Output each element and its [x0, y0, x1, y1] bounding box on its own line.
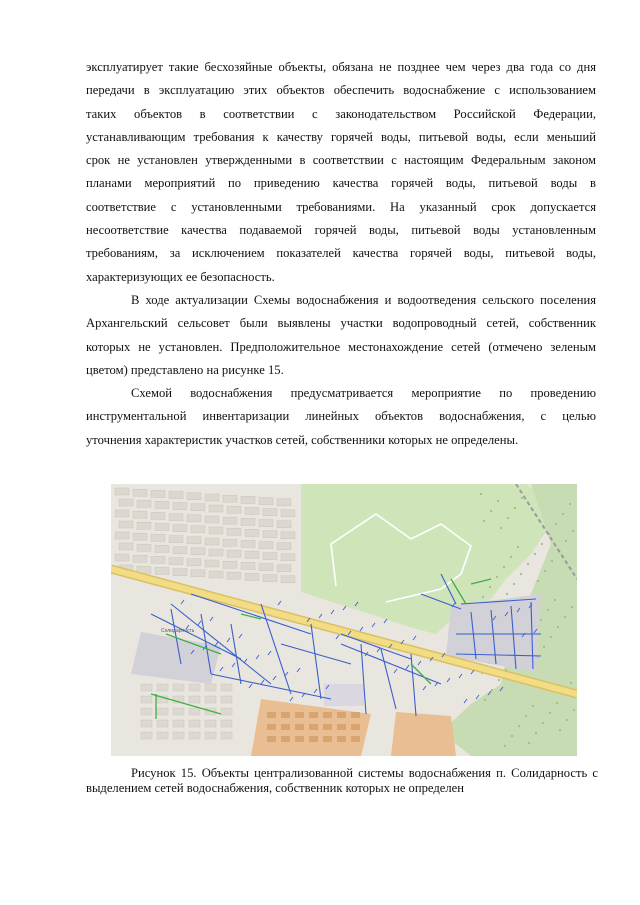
text-line: таких объектов в соответствии с законодательством Российской Федерации, [86, 106, 596, 121]
text-line: устанавливающим требования к качеству горячей воды, питьевой воды, если меньший [86, 129, 596, 144]
map-place-label: Солидарность [161, 628, 195, 634]
paragraph-2 [86, 289, 596, 382]
water-supply-map [111, 484, 577, 756]
construction-site-east [391, 712, 456, 756]
text-line: передачи в эксплуатацию этих объектов обеспечить водоснабжение с использованием [86, 83, 596, 98]
text-line: эксплуатирует такие бесхозяйные объекты, обязана не позднее чем через два года со дня [86, 60, 596, 74]
caption-line-1: Рисунок 15. Объекты централизованной системы водоснабжения п. Солидарность с [131, 766, 598, 780]
text-line: Схемой водоснабжения предусматривается мероприятие по проведению [131, 386, 596, 401]
text-line: В ходе актуализации Схемы водоснабжения и водоотведения сельского поселения [131, 292, 596, 307]
body-text [86, 56, 596, 452]
text-line: цветом) представлено на рисунке 15. [86, 362, 284, 377]
paragraph-3 [86, 382, 596, 452]
caption-line-2: выделением сетей водоснабжения, собственник которых не определен [86, 781, 464, 795]
text-line: срок не установлен утвержденными в соответствии с настоящим Федеральным законом [86, 153, 596, 168]
text-line: Архангельский сельсовет были выявлены участки водопроводный сетей, собственник [86, 316, 596, 331]
text-line: которых не установлен. Предположительное местонахождение сетей (отмечено зеленым [86, 339, 596, 354]
text-line: инструментальной инвентаризации линейных объектов водоснабжения, с целью [86, 409, 596, 424]
text-line: несоответствие качества подаваемой горячей воды, питьевой воды установленным [86, 223, 596, 238]
text-line: требованиям, за исключением показателей качества горячей воды, питьевой воды, [86, 246, 596, 261]
text-line: характеризующих ее безопасность. [86, 269, 275, 284]
text-line: уточнения характеристик участков сетей, собственники которых не определены. [86, 432, 519, 447]
paragraph-1 [86, 56, 596, 289]
text-line: соответствие с установленными требованиями. На указанный срок допускается [86, 199, 596, 214]
map-figure [111, 484, 577, 756]
text-line: планами мероприятий по приведению качества горячей воды, питьевой воды в [86, 176, 596, 191]
figure-caption [86, 766, 598, 796]
industrial-building [324, 684, 364, 706]
